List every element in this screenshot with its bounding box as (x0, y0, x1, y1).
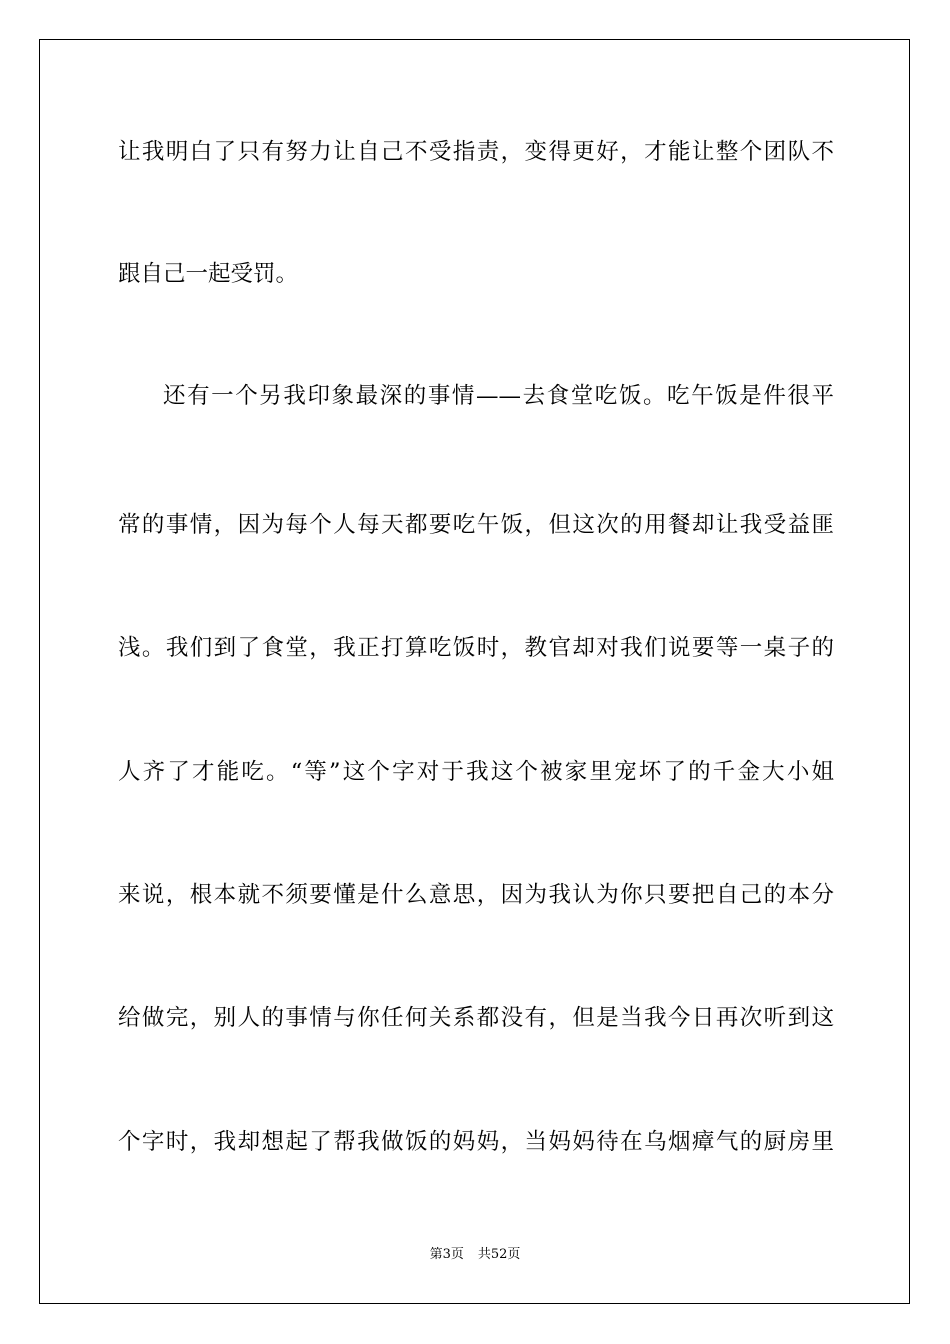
text-line-9: 个字时，我却想起了帮我做饭的妈妈，当妈妈待在乌烟瘴气的厨房里 (118, 1129, 834, 1155)
text-line-6: 人齐了才能吃。“等”这个字对于我这个被家里宠坏了的千金大小姐 (118, 759, 834, 785)
text-line-4: 常的事情，因为每个人每天都要吃午饭，但这次的用餐却让我受益匪 (118, 512, 834, 538)
text-line-7: 来说，根本就不须要懂是什么意思，因为我认为你只要把自己的本分 (118, 882, 834, 908)
page-border (39, 39, 910, 1304)
text-line-1: 让我明白了只有努力让自己不受指责，变得更好，才能让整个团队不 (118, 139, 834, 165)
page-number: 第3页 (429, 1247, 464, 1262)
page-footer (0, 1246, 950, 1264)
text-line-2: 跟自己一起受罚。 (118, 261, 299, 287)
text-line-5: 浅。我们到了食堂，我正打算吃饭时，教官却对我们说要等一桌子的 (118, 635, 834, 661)
text-line-3: 还有一个另我印象最深的事情——去食堂吃饭。吃午饭是件很平 (163, 383, 834, 409)
text-line-8: 给做完，别人的事情与你任何关系都没有，但是当我今日再次听到这 (118, 1005, 834, 1031)
page-total: 共52页 (477, 1247, 521, 1262)
